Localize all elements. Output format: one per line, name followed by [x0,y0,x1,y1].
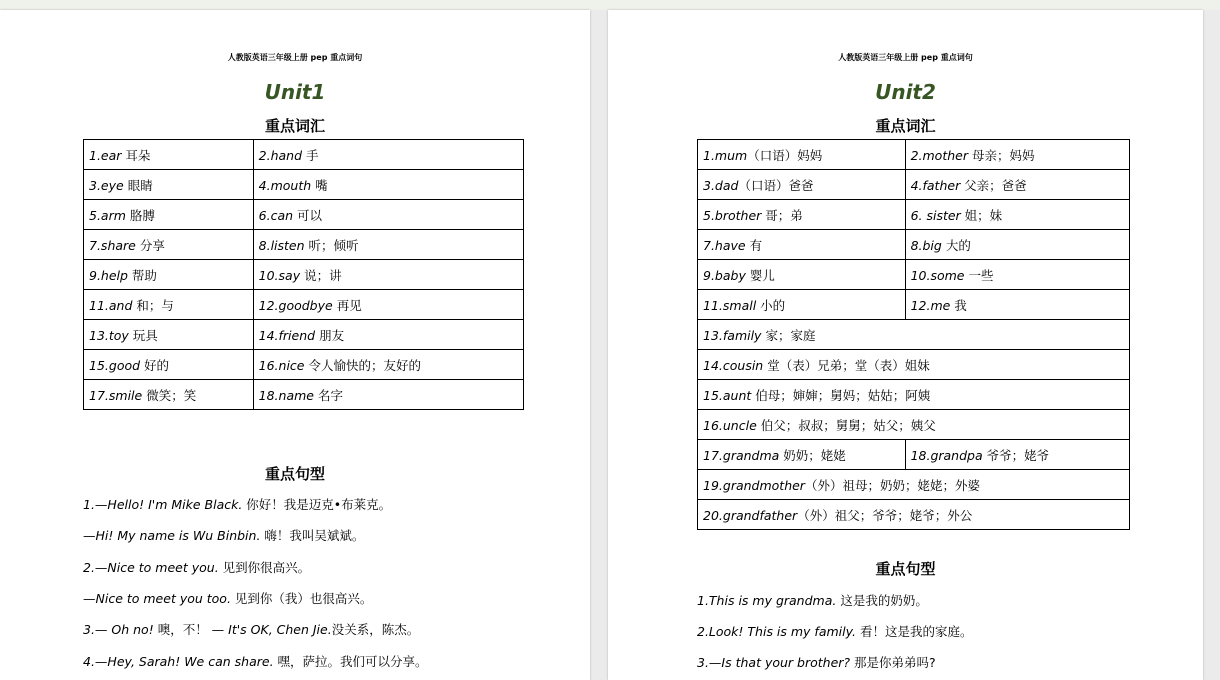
vocab-row [698,200,1130,230]
sentence-4: 4.—Hey, Sarah! We can share. 嘿，萨拉。我们可以分享。 [83,654,428,669]
vocab-meaning: 奶奶；姥姥 [779,447,846,463]
window-top-strip [0,0,1220,10]
sentence-2a: 2.—Nice to meet you. 见到你很高兴。 [83,560,311,575]
vocab-row [84,350,524,380]
vocab-word: 7.share [89,237,136,253]
vocab-cell [253,140,523,170]
vocab-word: 16.uncle [703,417,757,433]
vocab-cell [253,200,523,230]
unit-title: Unit2 [875,80,936,104]
vocab-row [698,320,1130,350]
vocab-word: 1.ear [89,147,122,163]
vocab-cell [905,170,1129,200]
vocab-meaning: 小的 [756,297,786,313]
vocab-cell [698,140,906,170]
vocab-cell [698,290,906,320]
sentence-3: 3.—Is that your brother? 那是你弟弟吗? [697,655,936,670]
vocab-word: 11.small [703,297,757,313]
vocab-row [84,320,524,350]
vocab-cell [905,290,1129,320]
vocab-word: 14.cousin [703,357,764,373]
vocab-word: 2.mother [910,147,968,163]
vocab-word: 10.say [258,267,301,283]
vocab-cell [84,350,254,380]
vocab-cell [84,170,254,200]
sentence-1: 1.This is my grandma. 这是我的奶奶。 [697,593,928,608]
document-page-2 [608,10,1203,680]
vocab-meaning: 手 [302,147,319,163]
vocab-row [698,350,1130,380]
vocab-cell [698,260,906,290]
sentence-1a: 1.—Hello! I'm Mike Black. 你好！我是迈克•布莱克。 [83,497,392,512]
vocab-row [698,140,1130,170]
vocab-cell [698,470,1130,500]
vocab-word: 2.hand [258,147,303,163]
vocab-word: 6. sister [910,207,961,223]
vocab-cell [84,290,254,320]
vocab-meaning: 和；与 [132,297,174,313]
vocab-meaning: 好的 [140,357,170,373]
vocab-section-title: 重点词汇 [264,117,325,135]
vocab-row [698,410,1130,440]
vocab-cell [84,380,254,410]
sentence-3: 3.— Oh no! 噢，不！ — It's OK, Chen Jie.没关系，陈杰。 [83,622,420,637]
vocab-cell [905,230,1129,260]
vocab-row [84,290,524,320]
page-header: 人教版英语三年级上册 pep 重点词句 [838,53,973,62]
vocab-row [698,230,1130,260]
vocab-table [697,139,1130,530]
vocab-cell [253,260,523,290]
vocab-word: 17.grandma [703,447,780,463]
vocab-word: 12.goodbye [258,297,333,313]
vocab-row [698,500,1130,530]
vocab-meaning: 母亲；妈妈 [967,147,1035,163]
vocab-meaning: 眼睛 [123,177,153,193]
vocab-cell [253,170,523,200]
vocab-word: 12.me [910,297,951,313]
vocab-word: 6.can [258,207,294,223]
vocab-row [698,470,1130,500]
vocab-word: 13.toy [89,327,129,343]
vocab-meaning: 再见 [332,297,362,313]
vocab-word: 1.mum [703,147,748,163]
vocab-word: 9.baby [703,267,746,283]
vocab-cell [253,380,523,410]
vocab-cell [253,290,523,320]
vocab-meaning: 大的 [941,237,971,253]
vocab-row [84,200,524,230]
vocab-cell [253,230,523,260]
vocab-meaning: 堂（表）兄弟；堂（表）姐妹 [763,357,930,373]
vocab-cell [698,500,1130,530]
sentence-1b: —Hi! My name is Wu Binbin. 嗨！我叫吴斌斌。 [83,528,365,543]
vocab-cell [84,260,254,290]
vocab-word: 20.grandfather [703,507,798,523]
sentence-2b: —Nice to meet you too. 见到你（我）也很高兴。 [83,591,373,606]
vocab-meaning: 微笑；笑 [142,387,197,403]
vocab-word: 8.listen [258,237,305,253]
vocab-cell [698,230,906,260]
vocab-row [698,170,1130,200]
vocab-cell [698,320,1130,350]
sentence-section-title: 重点句型 [875,560,936,578]
document-page-1 [0,10,590,680]
vocab-meaning: 有 [745,237,763,253]
vocab-meaning: 哥；弟 [761,207,803,223]
vocab-word: 17.smile [89,387,143,403]
sentence-2: 2.Look! This is my family. 看！这是我的家庭。 [697,624,973,639]
vocab-meaning: 分享 [135,237,165,253]
vocab-row [698,380,1130,410]
vocab-meaning: 爷爷；姥爷 [982,447,1050,463]
vocab-cell [84,230,254,260]
vocab-row [84,260,524,290]
vocab-meaning: 胳膊 [125,207,155,223]
vocab-cell [698,200,906,230]
vocab-cell [84,140,254,170]
vocab-cell [905,200,1129,230]
vocab-word: 5.brother [703,207,762,223]
vocab-word: 4.father [910,177,961,193]
vocab-meaning: 婴儿 [745,267,775,283]
vocab-table [83,139,524,410]
vocab-cell [905,260,1129,290]
vocab-cell [698,350,1130,380]
vocab-word: 14.friend [258,327,316,343]
vocab-word: 8.big [910,237,942,253]
vocab-meaning: 家；家庭 [761,327,816,343]
vocab-meaning: 姐；妹 [960,207,1003,223]
vocab-cell [253,320,523,350]
vocab-cell [84,200,254,230]
vocab-meaning: （口语）妈妈 [747,147,823,163]
vocab-cell [84,320,254,350]
vocab-meaning: （外）祖父；爷爷；姥爷；外公 [797,507,973,523]
vocab-meaning: 听；倾听 [304,237,359,253]
page-header: 人教版英语三年级上册 pep 重点词句 [227,53,363,62]
vocab-meaning: 耳朵 [121,147,151,163]
vocab-meaning: 嘴 [311,177,328,193]
vocab-word: 3.eye [89,177,124,193]
vocab-word: 19.grandmother [703,477,805,493]
vocab-cell [253,350,523,380]
vocab-word: 11.and [89,297,133,313]
vocab-meaning: （口语）爸爸 [738,177,814,193]
vocab-word: 9.help [89,267,128,283]
sentence-section-title: 重点句型 [264,465,325,483]
vocab-meaning: 名字 [313,387,343,403]
vocab-word: 15.aunt [703,387,752,403]
vocab-row [84,170,524,200]
vocab-meaning: （外）祖母；奶奶；姥姥；外婆 [804,477,980,493]
vocab-cell [698,380,1130,410]
vocab-word: 4.mouth [258,177,312,193]
vocab-row [84,230,524,260]
vocab-word: 3.dad [703,177,739,193]
vocab-section-title: 重点词汇 [875,117,936,135]
vocab-meaning: 一些 [964,267,994,283]
vocab-meaning: 伯母；婶婶；舅妈；姑姑；阿姨 [751,387,931,403]
vocab-cell [698,410,1130,440]
vocab-meaning: 说；讲 [300,267,342,283]
vocab-cell [698,440,906,470]
vocab-cell [905,140,1129,170]
vocab-row [84,380,524,410]
vocab-meaning: 令人愉快的；友好的 [304,357,421,373]
vocab-cell [905,440,1129,470]
vocab-row [698,260,1130,290]
vocab-row [698,440,1130,470]
vocab-word: 18.name [258,387,314,403]
vocab-word: 13.family [703,327,762,343]
vocab-row [84,140,524,170]
vocab-meaning: 帮助 [127,267,157,283]
vocab-word: 16.nice [258,357,305,373]
vocab-meaning: 玩具 [128,327,158,343]
vocab-meaning: 朋友 [315,327,345,343]
unit-title: Unit1 [264,80,326,104]
vocab-word: 5.arm [89,207,126,223]
vocab-meaning: 父亲；爸爸 [960,177,1027,193]
vocab-word: 18.grandpa [910,447,983,463]
vocab-word: 10.some [910,267,965,283]
vocab-row [698,290,1130,320]
vocab-meaning: 伯父；叔叔；舅舅；姑父；姨父 [756,417,936,433]
vocab-word: 15.good [89,357,141,373]
vocab-word: 7.have [703,237,746,253]
vocab-meaning: 可以 [293,207,323,223]
vocab-cell [698,170,906,200]
vocab-meaning: 我 [950,297,967,313]
